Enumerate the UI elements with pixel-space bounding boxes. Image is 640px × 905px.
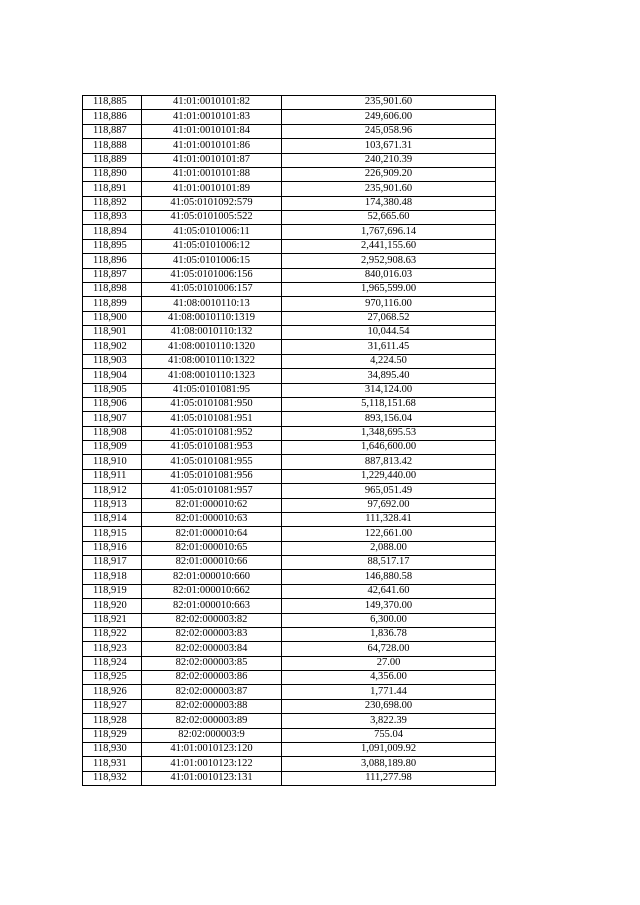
cadastral-number-cell: 41:05:0101081:955: [142, 455, 282, 469]
amount-cell: 893,156.04: [282, 412, 496, 426]
table-row: [83, 354, 496, 368]
table-row: [83, 671, 496, 685]
cadastral-number-cell: 41:01:0010123:120: [142, 742, 282, 756]
amount-cell: 1,767,696.14: [282, 225, 496, 239]
cadastral-number-cell: 82:02:000003:85: [142, 656, 282, 670]
table-row: [83, 383, 496, 397]
table-row: [83, 599, 496, 613]
table-row: [83, 627, 496, 641]
row-number-cell: 118,889: [83, 153, 142, 167]
amount-cell: 1,229,440.00: [282, 469, 496, 483]
cadastral-number-cell: 41:05:0101081:952: [142, 426, 282, 440]
cadastral-number-cell: 82:01:000010:64: [142, 527, 282, 541]
table-row: [83, 153, 496, 167]
cadastral-number-cell: 41:05:0101006:11: [142, 225, 282, 239]
table-row: [83, 412, 496, 426]
cadastral-number-cell: 82:02:000003:83: [142, 627, 282, 641]
table-row: [83, 369, 496, 383]
cadastral-number-cell: 41:01:0010101:87: [142, 153, 282, 167]
cadastral-number-cell: 82:01:000010:65: [142, 541, 282, 555]
amount-cell: 1,091,009.92: [282, 742, 496, 756]
table-row: [83, 685, 496, 699]
table-row: [83, 397, 496, 411]
table-row: [83, 771, 496, 785]
amount-cell: 4,356.00: [282, 671, 496, 685]
cadastral-number-cell: 41:05:0101081:956: [142, 469, 282, 483]
amount-cell: 42,641.60: [282, 584, 496, 598]
amount-cell: 6,300.00: [282, 613, 496, 627]
row-number-cell: 118,915: [83, 527, 142, 541]
table-row: [83, 268, 496, 282]
table-row: [83, 699, 496, 713]
cadastral-number-cell: 41:08:0010110:1319: [142, 311, 282, 325]
amount-cell: 1,771.44: [282, 685, 496, 699]
row-number-cell: 118,891: [83, 182, 142, 196]
row-number-cell: 118,911: [83, 469, 142, 483]
row-number-cell: 118,886: [83, 110, 142, 124]
row-number-cell: 118,918: [83, 570, 142, 584]
amount-cell: 249,606.00: [282, 110, 496, 124]
table-row: [83, 124, 496, 138]
amount-cell: 2,441,155.60: [282, 239, 496, 253]
amount-cell: 1,646,600.00: [282, 441, 496, 455]
cadastral-number-cell: 82:01:000010:663: [142, 599, 282, 613]
row-number-cell: 118,904: [83, 369, 142, 383]
row-number-cell: 118,894: [83, 225, 142, 239]
amount-cell: 52,665.60: [282, 211, 496, 225]
row-number-cell: 118,885: [83, 96, 142, 110]
cadastral-number-cell: 82:01:000010:66: [142, 556, 282, 570]
cadastral-number-cell: 41:05:0101006:12: [142, 239, 282, 253]
cadastral-number-cell: 41:05:0101081:950: [142, 397, 282, 411]
amount-cell: 2,952,908.63: [282, 254, 496, 268]
row-number-cell: 118,899: [83, 297, 142, 311]
cadastral-number-cell: 82:02:000003:82: [142, 613, 282, 627]
row-number-cell: 118,903: [83, 354, 142, 368]
amount-cell: 230,698.00: [282, 699, 496, 713]
row-number-cell: 118,921: [83, 613, 142, 627]
cadastral-number-cell: 82:02:000003:89: [142, 714, 282, 728]
amount-cell: 314,124.00: [282, 383, 496, 397]
row-number-cell: 118,895: [83, 239, 142, 253]
cadastral-number-cell: 41:01:0010101:82: [142, 96, 282, 110]
amount-cell: 970,116.00: [282, 297, 496, 311]
amount-cell: 34,895.40: [282, 369, 496, 383]
cadastral-number-cell: 41:08:0010110:13: [142, 297, 282, 311]
amount-cell: 111,277.98: [282, 771, 496, 785]
row-number-cell: 118,922: [83, 627, 142, 641]
row-number-cell: 118,927: [83, 699, 142, 713]
cadastral-number-cell: 41:01:0010123:122: [142, 757, 282, 771]
table-row: [83, 757, 496, 771]
row-number-cell: 118,908: [83, 426, 142, 440]
cadastral-number-cell: 41:05:0101005:522: [142, 211, 282, 225]
table-row: [83, 742, 496, 756]
cadastral-number-cell: 82:02:000003:9: [142, 728, 282, 742]
amount-cell: 2,088.00: [282, 541, 496, 555]
cadastral-number-cell: 41:01:0010101:83: [142, 110, 282, 124]
table-row: [83, 498, 496, 512]
row-number-cell: 118,923: [83, 642, 142, 656]
amount-cell: 235,901.60: [282, 96, 496, 110]
cadastral-number-cell: 41:08:0010110:132: [142, 326, 282, 340]
table-row: [83, 714, 496, 728]
row-number-cell: 118,909: [83, 441, 142, 455]
table-row: [83, 211, 496, 225]
table-row: [83, 441, 496, 455]
row-number-cell: 118,907: [83, 412, 142, 426]
row-number-cell: 118,901: [83, 326, 142, 340]
cadastral-number-cell: 41:05:0101081:95: [142, 383, 282, 397]
cadastral-number-cell: 41:08:0010110:1322: [142, 354, 282, 368]
cadastral-number-cell: 82:01:000010:62: [142, 498, 282, 512]
amount-cell: 1,965,599.00: [282, 282, 496, 296]
row-number-cell: 118,912: [83, 484, 142, 498]
row-number-cell: 118,932: [83, 771, 142, 785]
row-number-cell: 118,887: [83, 124, 142, 138]
table-row: [83, 570, 496, 584]
table-row: [83, 484, 496, 498]
row-number-cell: 118,924: [83, 656, 142, 670]
cadastral-number-cell: 41:01:0010101:89: [142, 182, 282, 196]
row-number-cell: 118,917: [83, 556, 142, 570]
row-number-cell: 118,926: [83, 685, 142, 699]
row-number-cell: 118,898: [83, 282, 142, 296]
row-number-cell: 118,888: [83, 139, 142, 153]
amount-cell: 31,611.45: [282, 340, 496, 354]
cadastral-number-cell: 41:01:0010101:84: [142, 124, 282, 138]
amount-cell: 3,088,189.80: [282, 757, 496, 771]
cadastral-number-cell: 41:05:0101081:953: [142, 441, 282, 455]
amount-cell: 887,813.42: [282, 455, 496, 469]
table-row: [83, 96, 496, 110]
cadastral-number-cell: 41:05:0101006:157: [142, 282, 282, 296]
amount-cell: 245,058.96: [282, 124, 496, 138]
amount-cell: 1,348,695.53: [282, 426, 496, 440]
amount-cell: 755.04: [282, 728, 496, 742]
table-row: [83, 297, 496, 311]
table-row: [83, 426, 496, 440]
table-row: [83, 556, 496, 570]
row-number-cell: 118,906: [83, 397, 142, 411]
amount-cell: 226,909.20: [282, 167, 496, 181]
row-number-cell: 118,925: [83, 671, 142, 685]
row-number-cell: 118,897: [83, 268, 142, 282]
table-row: [83, 239, 496, 253]
table-row: [83, 139, 496, 153]
row-number-cell: 118,902: [83, 340, 142, 354]
cadastral-number-cell: 41:05:0101092:579: [142, 196, 282, 210]
row-number-cell: 118,914: [83, 512, 142, 526]
cadastral-number-cell: 41:08:0010110:1320: [142, 340, 282, 354]
amount-cell: 4,224.50: [282, 354, 496, 368]
row-number-cell: 118,929: [83, 728, 142, 742]
row-number-cell: 118,931: [83, 757, 142, 771]
amount-cell: 3,822.39: [282, 714, 496, 728]
table-row: [83, 728, 496, 742]
amount-cell: 88,517.17: [282, 556, 496, 570]
cadastral-number-cell: 41:05:0101081:951: [142, 412, 282, 426]
amount-cell: 122,661.00: [282, 527, 496, 541]
cadastral-number-cell: 41:01:0010101:88: [142, 167, 282, 181]
row-number-cell: 118,900: [83, 311, 142, 325]
amount-cell: 240,210.39: [282, 153, 496, 167]
row-number-cell: 118,910: [83, 455, 142, 469]
amount-cell: 5,118,151.68: [282, 397, 496, 411]
table-row: [83, 311, 496, 325]
amount-cell: 111,328.41: [282, 512, 496, 526]
table-row: [83, 527, 496, 541]
cadastral-number-cell: 82:01:000010:63: [142, 512, 282, 526]
table-row: [83, 455, 496, 469]
cadastral-number-cell: 82:02:000003:87: [142, 685, 282, 699]
cadastral-number-cell: 82:02:000003:84: [142, 642, 282, 656]
cadastral-number-cell: 82:02:000003:86: [142, 671, 282, 685]
amount-cell: 174,380.48: [282, 196, 496, 210]
table-row: [83, 541, 496, 555]
amount-cell: 965,051.49: [282, 484, 496, 498]
cadastral-number-cell: 41:05:0101006:156: [142, 268, 282, 282]
table-row: [83, 469, 496, 483]
amount-cell: 1,836.78: [282, 627, 496, 641]
table-row: [83, 110, 496, 124]
amount-cell: 27,068.52: [282, 311, 496, 325]
cadastral-number-cell: 41:08:0010110:1323: [142, 369, 282, 383]
row-number-cell: 118,890: [83, 167, 142, 181]
row-number-cell: 118,919: [83, 584, 142, 598]
table-row: [83, 282, 496, 296]
table-row: [83, 182, 496, 196]
table-row: [83, 584, 496, 598]
amount-cell: 103,671.31: [282, 139, 496, 153]
table-body: [83, 96, 496, 786]
row-number-cell: 118,916: [83, 541, 142, 555]
row-number-cell: 118,930: [83, 742, 142, 756]
table-row: [83, 642, 496, 656]
table-row: [83, 225, 496, 239]
row-number-cell: 118,893: [83, 211, 142, 225]
amount-cell: 149,370.00: [282, 599, 496, 613]
row-number-cell: 118,905: [83, 383, 142, 397]
cadastral-number-cell: 82:02:000003:88: [142, 699, 282, 713]
amount-cell: 235,901.60: [282, 182, 496, 196]
cadastral-number-cell: 82:01:000010:660: [142, 570, 282, 584]
table-row: [83, 512, 496, 526]
cadastral-number-cell: 41:01:0010101:86: [142, 139, 282, 153]
data-table: [82, 95, 496, 786]
table-row: [83, 656, 496, 670]
amount-cell: 10,044.54: [282, 326, 496, 340]
row-number-cell: 118,896: [83, 254, 142, 268]
amount-cell: 840,016.03: [282, 268, 496, 282]
row-number-cell: 118,913: [83, 498, 142, 512]
table-row: [83, 254, 496, 268]
table-row: [83, 167, 496, 181]
amount-cell: 97,692.00: [282, 498, 496, 512]
table-row: [83, 326, 496, 340]
row-number-cell: 118,892: [83, 196, 142, 210]
amount-cell: 146,880.58: [282, 570, 496, 584]
table-row: [83, 340, 496, 354]
row-number-cell: 118,928: [83, 714, 142, 728]
amount-cell: 27.00: [282, 656, 496, 670]
table-row: [83, 613, 496, 627]
cadastral-number-cell: 82:01:000010:662: [142, 584, 282, 598]
cadastral-number-cell: 41:01:0010123:131: [142, 771, 282, 785]
table-row: [83, 196, 496, 210]
cadastral-number-cell: 41:05:0101006:15: [142, 254, 282, 268]
cadastral-number-cell: 41:05:0101081:957: [142, 484, 282, 498]
amount-cell: 64,728.00: [282, 642, 496, 656]
row-number-cell: 118,920: [83, 599, 142, 613]
